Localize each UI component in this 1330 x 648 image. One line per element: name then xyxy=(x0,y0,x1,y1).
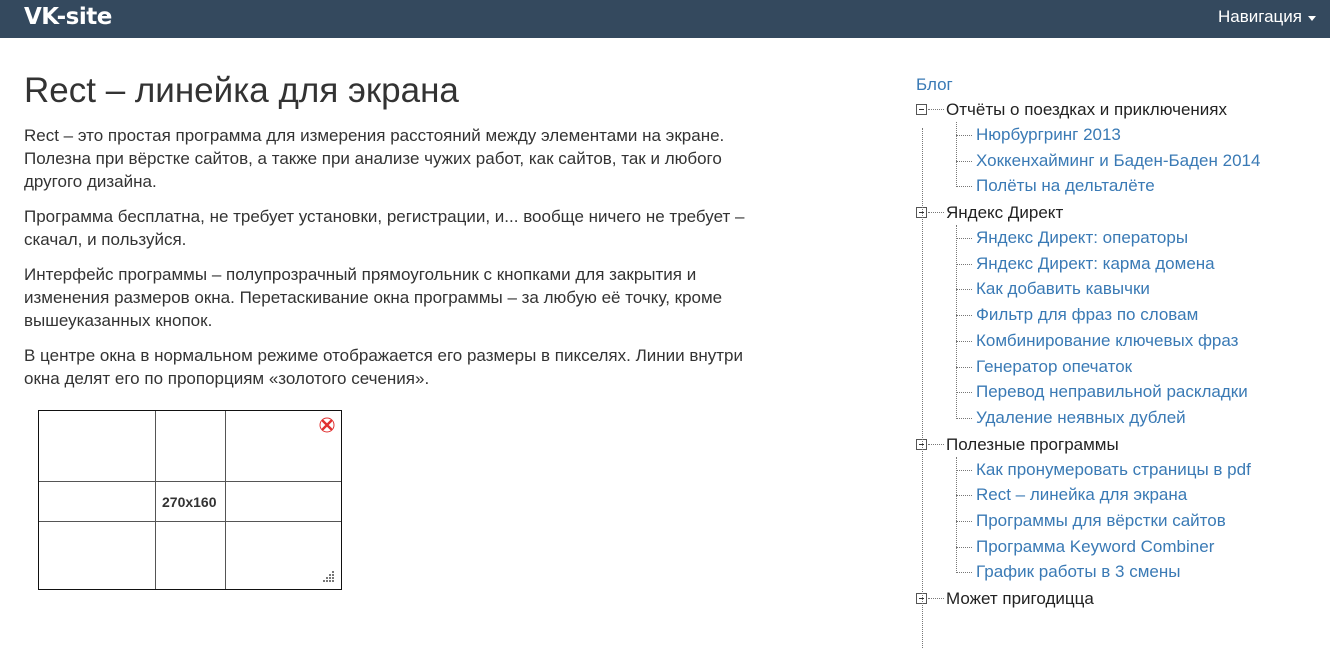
tree-item-link[interactable]: Яндекс Директ: операторы xyxy=(976,228,1189,248)
tree-group-title[interactable]: Яндекс Директ xyxy=(946,203,1064,223)
paragraph-3: Интерфейс программы – полупрозрачный прямоугольник с кнопками для закрытия и изменения размеров окна. Перетаскивание окна программы – за любую её точку, кроме вышеуказанных кнопок. xyxy=(24,265,723,330)
paragraph-1: Rect – это простая программа для измерения расстояний между элементами на экране. Полезна при вёрстке сайтов, а также при анализе чужих работ, как сайтов, так и любого другого дизайна. xyxy=(24,126,725,191)
tree-item-link[interactable]: Как пронумеровать страницы в pdf xyxy=(976,459,1251,479)
rect-program-screenshot xyxy=(38,410,342,590)
tree-group-head xyxy=(916,433,1326,457)
golden-ratio-line-v1 xyxy=(155,411,156,589)
top-navbar xyxy=(0,0,1330,38)
tree-item xyxy=(956,559,1326,585)
tree-group xyxy=(916,201,1326,431)
tree-item-link[interactable]: Комбинирование ключевых фраз xyxy=(976,330,1239,350)
tree-item-link[interactable]: Перевод неправильной раскладки xyxy=(976,382,1248,402)
tree-item xyxy=(956,534,1326,560)
tree-group-title[interactable]: Полезные программы xyxy=(946,434,1119,454)
tree-group-head xyxy=(916,98,1326,122)
tree-item xyxy=(956,148,1326,174)
tree-root-blog[interactable]: Блог xyxy=(916,75,953,94)
navigation-dropdown[interactable] xyxy=(1218,7,1316,27)
tree-item-link[interactable]: Яндекс Директ: карма домена xyxy=(976,253,1215,273)
tree-item xyxy=(956,251,1326,277)
tree-item-link[interactable]: Rect – линейка для экрана xyxy=(976,485,1188,505)
tree-item-link[interactable]: Хоккенхайминг и Баден-Баден 2014 xyxy=(976,150,1261,170)
tree-group-head xyxy=(916,587,1326,611)
tree-children xyxy=(956,225,1326,431)
tree-item xyxy=(956,354,1326,380)
tree xyxy=(916,98,1326,611)
tree-trunk-line xyxy=(922,128,923,648)
tree-item xyxy=(956,225,1326,251)
tree-branch-line xyxy=(928,109,944,110)
tree-group-title[interactable]: Может пригодицца xyxy=(946,589,1094,608)
tree-item-link[interactable]: Полёты на дельталёте xyxy=(976,176,1155,196)
article xyxy=(24,70,764,402)
tree-item xyxy=(956,122,1326,148)
rect-size-label: 270x160 xyxy=(162,494,217,510)
tree-branch-line xyxy=(928,598,944,599)
tree-item xyxy=(956,173,1326,199)
tree-item-link[interactable]: Нюрбургринг 2013 xyxy=(976,125,1121,144)
resize-grip-icon xyxy=(321,569,335,583)
tree-item xyxy=(956,328,1326,354)
paragraph-4: В центре окна в нормальном режиме отображается его размеры в пикселях. Линии внутри окна делят его по пропорциям «золотого сечения». xyxy=(24,346,743,388)
sidebar-tree xyxy=(916,74,1326,611)
tree-item xyxy=(956,508,1326,534)
tree-group xyxy=(916,433,1326,585)
page-title: Rect – линейка для экрана xyxy=(24,71,459,110)
tree-branch-line xyxy=(928,212,944,213)
golden-ratio-line-h1 xyxy=(39,481,341,482)
site-logo[interactable]: VK-site xyxy=(24,4,112,30)
tree-item xyxy=(956,482,1326,508)
tree-children xyxy=(956,457,1326,585)
navigation-label: Навигация xyxy=(1218,7,1302,26)
tree-group-title[interactable]: Отчёты о поездках и приключениях xyxy=(946,100,1227,119)
tree-children xyxy=(956,122,1326,199)
tree-group xyxy=(916,587,1326,611)
golden-ratio-line-v2 xyxy=(225,411,226,589)
tree-branch-line xyxy=(928,444,944,445)
tree-item xyxy=(956,379,1326,405)
tree-item-link[interactable]: Генератор опечаток xyxy=(976,356,1133,376)
tree-item xyxy=(956,276,1326,302)
tree-item xyxy=(956,405,1326,431)
tree-item-link[interactable]: Фильтр для фраз по словам xyxy=(976,305,1199,325)
tree-item-link[interactable]: Программа Keyword Combiner xyxy=(976,536,1215,556)
tree-group-head xyxy=(916,201,1326,225)
tree-item-link[interactable]: График работы в 3 смены xyxy=(976,562,1181,582)
golden-ratio-line-h2 xyxy=(39,521,341,522)
caret-down-icon xyxy=(1308,16,1316,21)
tree-item-link[interactable]: Как добавить кавычки xyxy=(976,279,1150,299)
close-icon xyxy=(319,417,335,433)
paragraph-2: Программа бесплатна, не требует установки, регистрации, и... вообще ничего не требует – скачал, и пользуйся. xyxy=(24,207,745,249)
collapse-icon[interactable] xyxy=(916,104,927,115)
tree-item xyxy=(956,302,1326,328)
tree-item-link[interactable]: Удаление неявных дублей xyxy=(976,407,1186,427)
tree-item-link[interactable]: Программы для вёрстки сайтов xyxy=(976,510,1226,530)
tree-group xyxy=(916,98,1326,199)
tree-item xyxy=(956,457,1326,483)
